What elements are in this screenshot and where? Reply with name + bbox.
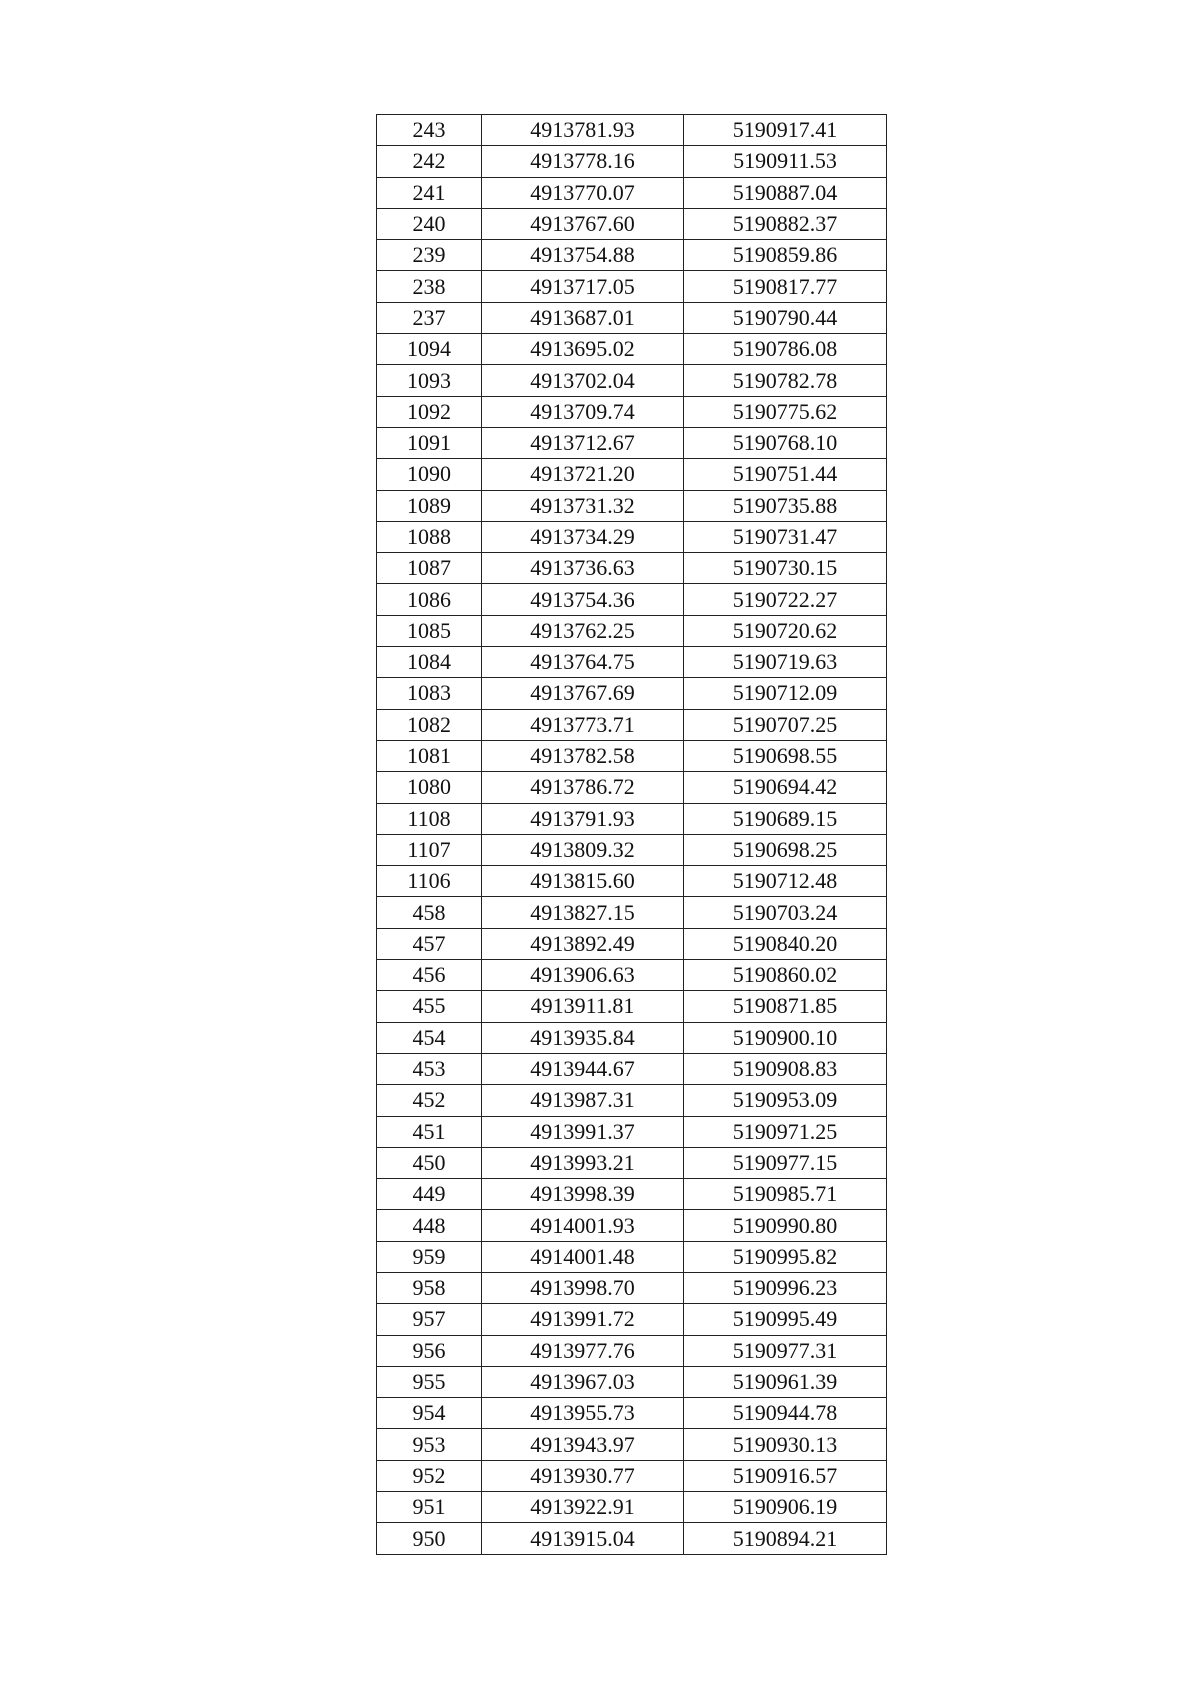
x-coordinate-cell: 4913922.91 — [482, 1492, 684, 1523]
point-number-cell: 952 — [377, 1460, 482, 1491]
point-number-cell: 1083 — [377, 678, 482, 709]
x-coordinate-cell: 4913827.15 — [482, 897, 684, 928]
point-number-cell: 242 — [377, 146, 482, 177]
table-row — [377, 208, 887, 239]
x-coordinate-cell: 4913754.88 — [482, 240, 684, 271]
table-row — [377, 991, 887, 1022]
y-coordinate-cell: 5190703.24 — [684, 897, 887, 928]
table-row — [377, 240, 887, 271]
coordinate-table-body — [377, 115, 887, 1555]
x-coordinate-cell: 4913762.25 — [482, 615, 684, 646]
x-coordinate-cell: 4913815.60 — [482, 866, 684, 897]
point-number-cell: 958 — [377, 1272, 482, 1303]
point-number-cell: 237 — [377, 302, 482, 333]
point-number-cell: 950 — [377, 1523, 482, 1554]
y-coordinate-cell: 5190995.49 — [684, 1304, 887, 1335]
point-number-cell: 457 — [377, 928, 482, 959]
table-row — [377, 271, 887, 302]
table-row — [377, 709, 887, 740]
table-row — [377, 647, 887, 678]
table-row — [377, 928, 887, 959]
table-row — [377, 1523, 887, 1554]
point-number-cell: 454 — [377, 1022, 482, 1053]
point-number-cell: 1089 — [377, 490, 482, 521]
table-row — [377, 1272, 887, 1303]
y-coordinate-cell: 5190871.85 — [684, 991, 887, 1022]
table-row — [377, 459, 887, 490]
table-row — [377, 740, 887, 771]
x-coordinate-cell: 4913786.72 — [482, 772, 684, 803]
x-coordinate-cell: 4913998.70 — [482, 1272, 684, 1303]
point-number-cell: 953 — [377, 1429, 482, 1460]
x-coordinate-cell: 4913767.69 — [482, 678, 684, 709]
table-row — [377, 1179, 887, 1210]
table-row — [377, 177, 887, 208]
x-coordinate-cell: 4913695.02 — [482, 334, 684, 365]
table-row — [377, 1429, 887, 1460]
table-row — [377, 1147, 887, 1178]
table-row — [377, 1241, 887, 1272]
y-coordinate-cell: 5190859.86 — [684, 240, 887, 271]
x-coordinate-cell: 4913712.67 — [482, 427, 684, 458]
point-number-cell: 1082 — [377, 709, 482, 740]
table-row — [377, 553, 887, 584]
point-number-cell: 1088 — [377, 521, 482, 552]
x-coordinate-cell: 4913987.31 — [482, 1085, 684, 1116]
point-number-cell: 1107 — [377, 834, 482, 865]
x-coordinate-cell: 4913770.07 — [482, 177, 684, 208]
y-coordinate-cell: 5190782.78 — [684, 365, 887, 396]
table-row — [377, 615, 887, 646]
table-row — [377, 678, 887, 709]
y-coordinate-cell: 5190887.04 — [684, 177, 887, 208]
point-number-cell: 456 — [377, 960, 482, 991]
point-number-cell: 1091 — [377, 427, 482, 458]
x-coordinate-cell: 4913781.93 — [482, 115, 684, 146]
x-coordinate-cell: 4913702.04 — [482, 365, 684, 396]
y-coordinate-cell: 5190817.77 — [684, 271, 887, 302]
y-coordinate-cell: 5190790.44 — [684, 302, 887, 333]
x-coordinate-cell: 4913991.72 — [482, 1304, 684, 1335]
y-coordinate-cell: 5190698.25 — [684, 834, 887, 865]
point-number-cell: 1094 — [377, 334, 482, 365]
y-coordinate-cell: 5190916.57 — [684, 1460, 887, 1491]
y-coordinate-cell: 5190751.44 — [684, 459, 887, 490]
x-coordinate-cell: 4913717.05 — [482, 271, 684, 302]
x-coordinate-cell: 4913943.97 — [482, 1429, 684, 1460]
table-row — [377, 1116, 887, 1147]
y-coordinate-cell: 5190768.10 — [684, 427, 887, 458]
table-row — [377, 115, 887, 146]
table-row — [377, 1304, 887, 1335]
x-coordinate-cell: 4913734.29 — [482, 521, 684, 552]
x-coordinate-cell: 4913731.32 — [482, 490, 684, 521]
point-number-cell: 452 — [377, 1085, 482, 1116]
point-number-cell: 1086 — [377, 584, 482, 615]
x-coordinate-cell: 4913977.76 — [482, 1335, 684, 1366]
x-coordinate-cell: 4913791.93 — [482, 803, 684, 834]
point-number-cell: 957 — [377, 1304, 482, 1335]
point-number-cell: 959 — [377, 1241, 482, 1272]
y-coordinate-cell: 5190840.20 — [684, 928, 887, 959]
y-coordinate-cell: 5190908.83 — [684, 1053, 887, 1084]
table-row — [377, 146, 887, 177]
point-number-cell: 955 — [377, 1366, 482, 1397]
table-row — [377, 772, 887, 803]
table-row — [377, 427, 887, 458]
point-number-cell: 1093 — [377, 365, 482, 396]
point-number-cell: 1085 — [377, 615, 482, 646]
point-number-cell: 243 — [377, 115, 482, 146]
table-row — [377, 521, 887, 552]
point-number-cell: 956 — [377, 1335, 482, 1366]
y-coordinate-cell: 5190900.10 — [684, 1022, 887, 1053]
point-number-cell: 449 — [377, 1179, 482, 1210]
y-coordinate-cell: 5190995.82 — [684, 1241, 887, 1272]
y-coordinate-cell: 5190775.62 — [684, 396, 887, 427]
point-number-cell: 954 — [377, 1398, 482, 1429]
y-coordinate-cell: 5190698.55 — [684, 740, 887, 771]
coordinate-table — [376, 114, 887, 1555]
point-number-cell: 1080 — [377, 772, 482, 803]
point-number-cell: 238 — [377, 271, 482, 302]
point-number-cell: 458 — [377, 897, 482, 928]
y-coordinate-cell: 5190906.19 — [684, 1492, 887, 1523]
point-number-cell: 1108 — [377, 803, 482, 834]
table-row — [377, 490, 887, 521]
table-row — [377, 803, 887, 834]
x-coordinate-cell: 4913687.01 — [482, 302, 684, 333]
table-row — [377, 302, 887, 333]
y-coordinate-cell: 5190996.23 — [684, 1272, 887, 1303]
table-row — [377, 834, 887, 865]
point-number-cell: 1084 — [377, 647, 482, 678]
point-number-cell: 1081 — [377, 740, 482, 771]
table-row — [377, 897, 887, 928]
y-coordinate-cell: 5190953.09 — [684, 1085, 887, 1116]
table-row — [377, 1210, 887, 1241]
table-row — [377, 396, 887, 427]
y-coordinate-cell: 5190694.42 — [684, 772, 887, 803]
x-coordinate-cell: 4913764.75 — [482, 647, 684, 678]
y-coordinate-cell: 5190894.21 — [684, 1523, 887, 1554]
x-coordinate-cell: 4913778.16 — [482, 146, 684, 177]
y-coordinate-cell: 5190786.08 — [684, 334, 887, 365]
x-coordinate-cell: 4913773.71 — [482, 709, 684, 740]
x-coordinate-cell: 4914001.48 — [482, 1241, 684, 1272]
x-coordinate-cell: 4913930.77 — [482, 1460, 684, 1491]
table-row — [377, 1492, 887, 1523]
point-number-cell: 1106 — [377, 866, 482, 897]
y-coordinate-cell: 5190930.13 — [684, 1429, 887, 1460]
x-coordinate-cell: 4913944.67 — [482, 1053, 684, 1084]
point-number-cell: 1090 — [377, 459, 482, 490]
point-number-cell: 240 — [377, 208, 482, 239]
table-row — [377, 334, 887, 365]
x-coordinate-cell: 4913915.04 — [482, 1523, 684, 1554]
x-coordinate-cell: 4913721.20 — [482, 459, 684, 490]
y-coordinate-cell: 5190944.78 — [684, 1398, 887, 1429]
x-coordinate-cell: 4913754.36 — [482, 584, 684, 615]
y-coordinate-cell: 5190720.62 — [684, 615, 887, 646]
x-coordinate-cell: 4913782.58 — [482, 740, 684, 771]
y-coordinate-cell: 5190712.48 — [684, 866, 887, 897]
y-coordinate-cell: 5190882.37 — [684, 208, 887, 239]
y-coordinate-cell: 5190860.02 — [684, 960, 887, 991]
point-number-cell: 450 — [377, 1147, 482, 1178]
y-coordinate-cell: 5190977.15 — [684, 1147, 887, 1178]
y-coordinate-cell: 5190712.09 — [684, 678, 887, 709]
point-number-cell: 1087 — [377, 553, 482, 584]
y-coordinate-cell: 5190961.39 — [684, 1366, 887, 1397]
y-coordinate-cell: 5190689.15 — [684, 803, 887, 834]
y-coordinate-cell: 5190730.15 — [684, 553, 887, 584]
table-row — [377, 584, 887, 615]
table-row — [377, 866, 887, 897]
x-coordinate-cell: 4914001.93 — [482, 1210, 684, 1241]
point-number-cell: 453 — [377, 1053, 482, 1084]
y-coordinate-cell: 5190990.80 — [684, 1210, 887, 1241]
table-row — [377, 365, 887, 396]
x-coordinate-cell: 4913892.49 — [482, 928, 684, 959]
x-coordinate-cell: 4913955.73 — [482, 1398, 684, 1429]
table-row — [377, 960, 887, 991]
table-row — [377, 1460, 887, 1491]
table-row — [377, 1022, 887, 1053]
point-number-cell: 448 — [377, 1210, 482, 1241]
point-number-cell: 451 — [377, 1116, 482, 1147]
y-coordinate-cell: 5190735.88 — [684, 490, 887, 521]
y-coordinate-cell: 5190911.53 — [684, 146, 887, 177]
x-coordinate-cell: 4913906.63 — [482, 960, 684, 991]
x-coordinate-cell: 4913809.32 — [482, 834, 684, 865]
point-number-cell: 239 — [377, 240, 482, 271]
y-coordinate-cell: 5190719.63 — [684, 647, 887, 678]
x-coordinate-cell: 4913993.21 — [482, 1147, 684, 1178]
point-number-cell: 455 — [377, 991, 482, 1022]
table-row — [377, 1366, 887, 1397]
point-number-cell: 951 — [377, 1492, 482, 1523]
point-number-cell: 241 — [377, 177, 482, 208]
y-coordinate-cell: 5190722.27 — [684, 584, 887, 615]
x-coordinate-cell: 4913767.60 — [482, 208, 684, 239]
y-coordinate-cell: 5190731.47 — [684, 521, 887, 552]
x-coordinate-cell: 4913935.84 — [482, 1022, 684, 1053]
table-row — [377, 1053, 887, 1084]
x-coordinate-cell: 4913991.37 — [482, 1116, 684, 1147]
y-coordinate-cell: 5190977.31 — [684, 1335, 887, 1366]
x-coordinate-cell: 4913709.74 — [482, 396, 684, 427]
y-coordinate-cell: 5190917.41 — [684, 115, 887, 146]
x-coordinate-cell: 4913736.63 — [482, 553, 684, 584]
y-coordinate-cell: 5190985.71 — [684, 1179, 887, 1210]
y-coordinate-cell: 5190707.25 — [684, 709, 887, 740]
table-row — [377, 1085, 887, 1116]
x-coordinate-cell: 4913967.03 — [482, 1366, 684, 1397]
table-row — [377, 1398, 887, 1429]
x-coordinate-cell: 4913911.81 — [482, 991, 684, 1022]
x-coordinate-cell: 4913998.39 — [482, 1179, 684, 1210]
y-coordinate-cell: 5190971.25 — [684, 1116, 887, 1147]
point-number-cell: 1092 — [377, 396, 482, 427]
table-row — [377, 1335, 887, 1366]
